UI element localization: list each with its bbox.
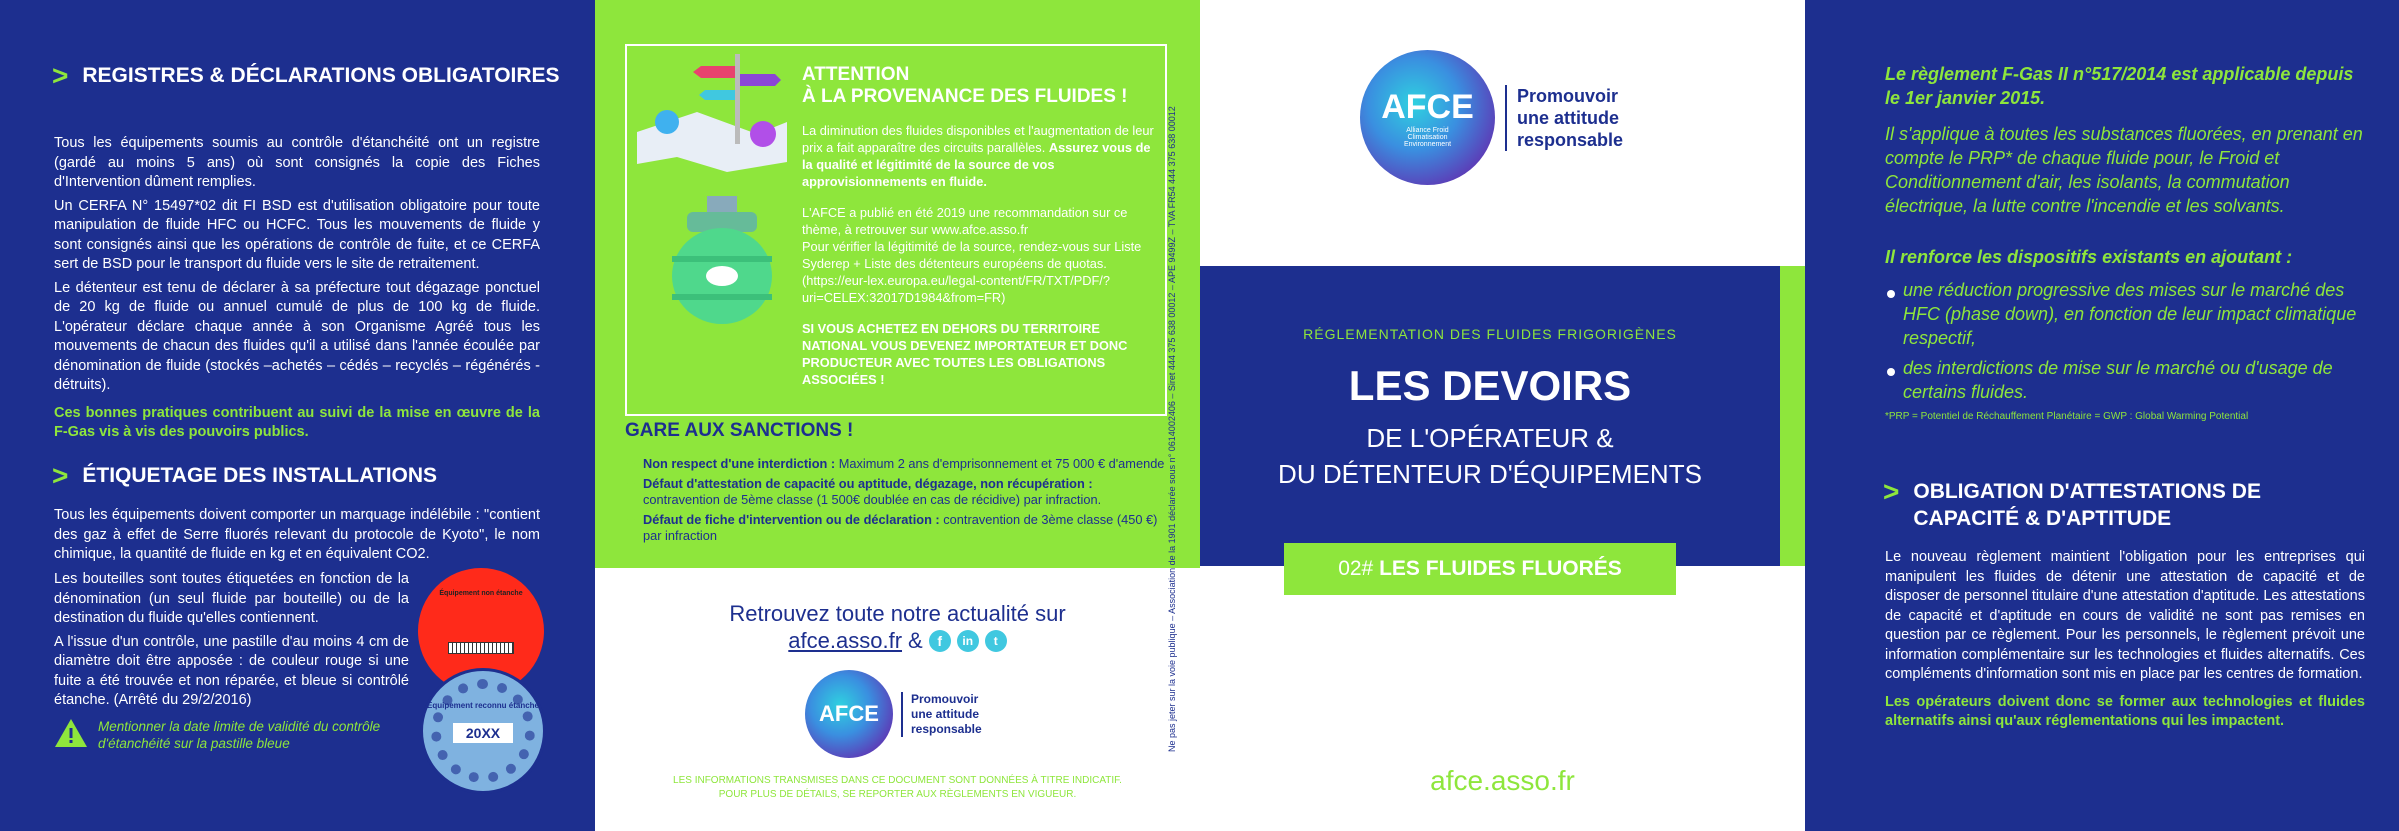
etiquetage-text-1: Tous les équipements doivent comporter un marquage indélébile : "contient des gaz à effet de Serre fluorés relevant du protocole de Kyoto", le nom chimique, la quantité de fluide en kg et en équivalent CO2.: [54, 507, 540, 562]
etiquetage-text-2: Les bouteilles sont toutes étiquetées en fonction de la dénomination (un seul fluide par bouteille) ou de la destination du fluide qu'elles contiennent. A l'issue d'un contrôle, une pastille d'au moins 4 cm de diamètre doit être apposée : de couleur rouge si une fuite a été trouvée et non réparée, et bleue si contrôlé étanche. (Arrêté du 29/2/2016): [54, 571, 409, 708]
fgas-body: Il s'applique à toutes les substances fluorées, en prenant en compte le PRP* de chaque fluide pour, le Froid et Conditionnement d'air, les isolants, la commutation électrique, la lutte contre l'incendie et les solvants.: [1885, 124, 2363, 216]
section-title-registres: > REGISTRES & DÉCLARATIONS OBLIGATOIRES: [52, 60, 560, 91]
signpost-map-icon: [627, 52, 797, 172]
linkedin-icon[interactable]: in: [957, 630, 979, 652]
regulation-label: RÉGLEMENTATION DES FLUIDES FRIGORIGÈNES: [1303, 326, 1677, 342]
website-text: afce.asso.fr: [1430, 765, 1575, 796]
fgas-list: [1885, 278, 2375, 410]
twitter-icon[interactable]: t: [985, 630, 1007, 652]
facebook-icon[interactable]: f: [929, 630, 951, 652]
red-sticker: Équipement non étanche: [418, 568, 544, 694]
panel-fgas: [1805, 0, 2399, 831]
sanctions-title: GARE AUX SANCTIONS !: [625, 420, 854, 441]
warning-icon: [54, 718, 88, 748]
find-us: Retrouvez toute notre actualité sur afce.asso.fr & f in t: [729, 601, 1066, 653]
chevron-right-icon: >: [1883, 476, 1900, 507]
afce-logo-small: [805, 670, 982, 758]
accent-bar: [1780, 266, 1805, 566]
gas-cylinder-icon: [667, 196, 777, 326]
section-title-obligation: > OBLIGATION D'ATTESTATIONS DE CAPACITÉ & D'APTITUDE: [1883, 476, 2261, 530]
afce-logo-circle: AFCE Alliance Froid Climatisation Environnement: [1360, 50, 1495, 185]
list-item: des interdictions de mise sur le marché ou d'usage de certains fluides.: [1885, 356, 2375, 404]
chevron-right-icon: >: [52, 60, 69, 91]
panel-attention: [595, 0, 1200, 831]
panel-cover: [1200, 0, 1805, 831]
attention-title: ATTENTION À LA PROVENANCE DES FLUIDES !: [802, 64, 1128, 107]
list-item: une réduction progressive des mises sur le marché des HFC (phase down), en fonction de leur impact climatique respectif,: [1885, 278, 2375, 350]
prp-footnote: *PRP = Potentiel de Réchauffement Planétaire = GWP : Global Warming Potential: [1885, 411, 2249, 422]
attention-body: La diminution des fluides disponibles et l'augmentation de leur prix a fait apparaître des circuits parallèles. Assurez vous de la qualité et légitimité de la source de vos approvisionnements en fluide. L'AFCE a publié en été 2019 une recommandation sur ce thème, à retrouver sur www.afce.asso.fr Pour vérifier la légitimité de la source, rendez-vous sur Liste Syderep + Liste des détenteurs européens de quotas. (https://eur-lex.europa.eu/legal-content/FR/TXT/PDF/?uri=CELEX:32017D1984&from=FR) SI VOUS ACHETEZ EN DEHORS DU TERRITOIRE NATIONAL VOUS DEVENEZ IMPORTATEUR ET DONC PRODUCTEUR AVEC TOUTES LES OBLIGATIONS ASSOCIÉES !: [802, 123, 1154, 387]
disclaimer: LES INFORMATIONS TRANSMISES DANS CE DOCUMENT SONT DONNÉES À TITRE INDICATIF. POUR PLUS DE DÉTAILS, SE REPORTER AUX RÈGLEMENTS EN VIGUEUR.: [673, 775, 1122, 800]
afce-logo-large: [1360, 50, 1623, 185]
registres-text: Tous les équipements soumis au contrôle d'étanchéité ont un registre (gardé au moins 5 ans) où sont consignés la copie des Fiches d'Intervention dûment remplies. Un CERFA N° 15497*02 dit FI BSD est d'utilisation obligatoire pour toute manipulation de fluide HFC ou HCFC. Tous les mouvements de fluide y sont consignés ainsi que les opérations de contrôle de fuite, et ce CERFA sert de BSD pour le transport du fluide vers le site de retraitement. Le détenteur est tenu de déclarer à sa préfecture tout dégazage ponctuel de 20 kg de fluide ou annuel cumulé de plus de 100 kg de fluide. L'opérateur déclare chaque année à son Organisme Agréé tous les mouvements de chacun des fluides qu'il a utilisé dans l'année écoulée par dénomination de fluide (stockés –achetés – cédés – recyclés – régénérés - détruits). Ces bonnes pratiques contribuent au suivi de la mise en œuvre de la F-Gas vis à vis des pouvoirs publics.: [54, 135, 540, 440]
afce-logo-circle: AFCE: [805, 670, 893, 758]
legal-vertical-text: Ne pas jeter sur la voie publique – Association de la 1901 déclarée sous n° 0614002406 – Siret 444 375 638 00012 – APE 9499Z – TVA FR54 444 375 638 00012: [1167, 106, 1177, 752]
list-item: Défaut d'attestation de capacité ou aptitude, dégazage, non récupération : contravention de 5ème classe (1 500€ doublée en cas de récidive) par infraction.: [625, 476, 1165, 509]
warning-note: Mentionner la date limite de validité du contrôle d'étanchéité sur la pastille bleue: [54, 718, 414, 752]
fgas-heading: Le règlement F-Gas II n°517/2014 est applicable depuis le 1er janvier 2015.: [1885, 64, 2354, 108]
title-band: [1200, 266, 1805, 566]
fgas-subheading: Il renforce les dispositifs existants en ajoutant :: [1885, 247, 2293, 267]
website-link[interactable]: afce.asso.fr: [788, 628, 903, 653]
chevron-right-icon: >: [52, 460, 69, 491]
page-title: LES DEVOIRS: [1348, 362, 1632, 409]
blue-sticker: Équipement reconnu étanche 20XX: [420, 668, 546, 794]
panel-registres: [0, 0, 595, 831]
page-subtitle: DE L'OPÉRATEUR & DU DÉTENTEUR D'ÉQUIPEMENTS: [1278, 423, 1702, 489]
list-item: Non respect d'une interdiction : Maximum 2 ans d'emprisonnement et 75 000 € d'amende: [625, 456, 1165, 473]
list-item: Défaut de fiche d'intervention ou de déclaration : contravention de 3ème classe (450 €) par infraction: [625, 512, 1165, 545]
logo-tagline: Promouvoir une attitude responsable: [1505, 85, 1623, 151]
sanctions-list: [625, 456, 1165, 548]
logo-tagline: Promouvoir une attitude responsable: [901, 692, 982, 737]
topic-badge: 02# LES FLUIDES FLUORÉS: [1284, 543, 1676, 595]
attention-box: [625, 44, 1167, 416]
obligation-text: Le nouveau règlement maintient l'obligation pour les entreprises qui manipulent les fluides de détenir une attestation de capacité et de disposer de personnel titulaire d'une attestation d'aptitude. Les attestations de capacité et d'aptitude en cours de validité ne sont pas remises en question par ce règlement. Pour les personnels, le règlement prévoit une information complémentaire sur les technologies et fluides alternatifs. Ces compléments d'information sont mis en place par les centres de formation. Les opérateurs doivent donc se former aux technologies et fluides alternatifs ainsi qu'aux réglementations qui les impactent.: [1885, 549, 2365, 729]
section-title-etiquetage: > ÉTIQUETAGE DES INSTALLATIONS: [52, 460, 438, 491]
